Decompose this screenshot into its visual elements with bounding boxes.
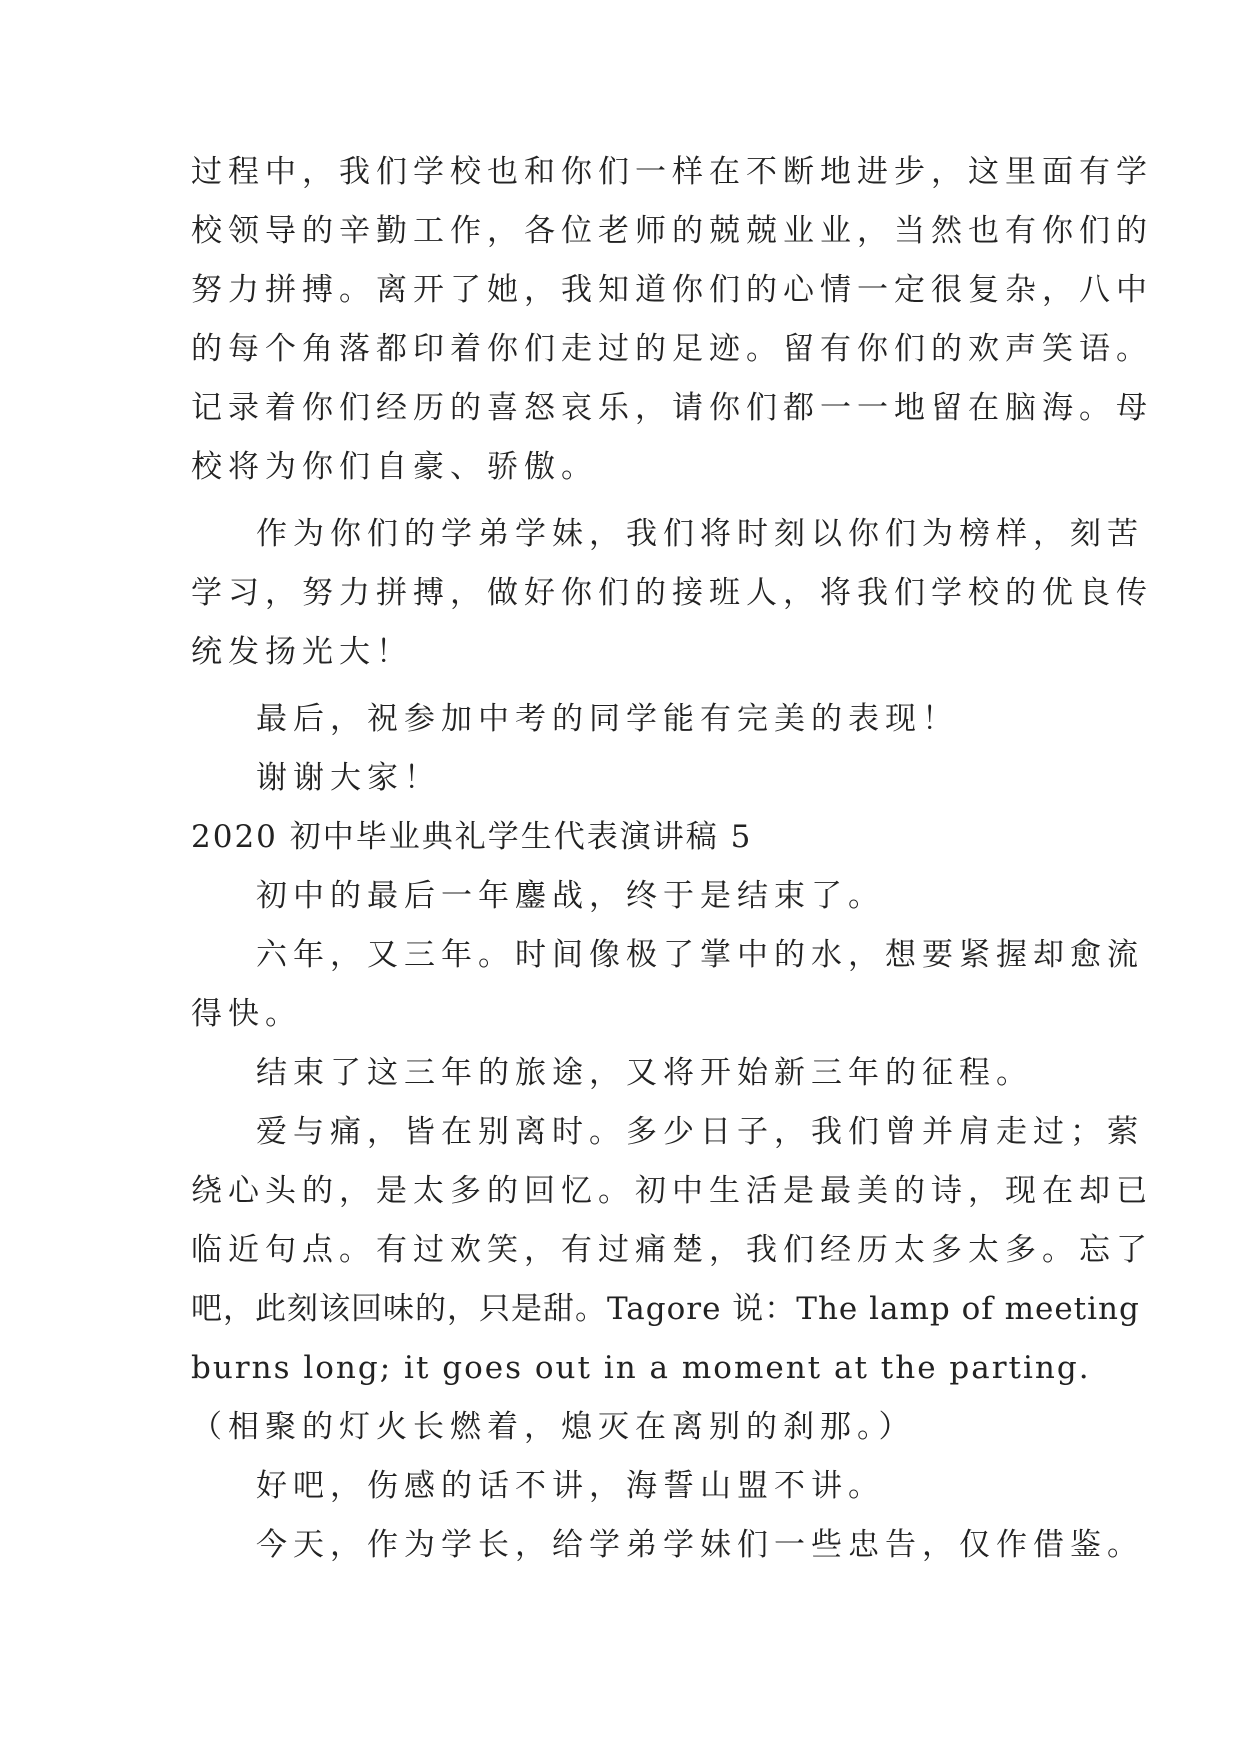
text-line: 学习，努力拼搏，做好你们的接班人，将我们学校的优良传 — [191, 575, 1153, 611]
text-line: 得快。 — [191, 996, 302, 1032]
text-line: 绕心头的，是太多的回忆。初中生活是最美的诗，现在却已 — [191, 1173, 1153, 1209]
section-heading: 2020 初中毕业典礼学生代表演讲稿 5 — [191, 819, 753, 855]
text-line: 吧，此刻该回味的，只是甜。Tagore 说：The lamp of meeting — [191, 1291, 1140, 1327]
text-line: 校领导的辛勤工作，各位老师的兢兢业业，当然也有你们的 — [191, 213, 1153, 249]
text-line: 过程中，我们学校也和你们一样在不断地进步，这里面有学 — [191, 154, 1153, 190]
text-line: 努力拼搏。离开了她，我知道你们的心情一定很复杂，八中 — [191, 272, 1153, 308]
text-line: 的每个角落都印着你们走过的足迹。留有你们的欢声笑语。 — [191, 331, 1153, 367]
text-line: 初中的最后一年鏖战，终于是结束了。 — [256, 878, 885, 914]
text-line: 六年，又三年。时间像极了掌中的水，想要紧握却愈流 — [256, 937, 1144, 973]
text-line: 临近句点。有过欢笑，有过痛楚，我们经历太多太多。忘了 — [191, 1232, 1153, 1268]
text-line: 记录着你们经历的喜怒哀乐，请你们都一一地留在脑海。母 — [191, 390, 1153, 426]
text-line: burns long; it goes out in a moment at the parting. — [191, 1350, 1091, 1386]
text-line: 作为你们的学弟学妹，我们将时刻以你们为榜样，刻苦 — [256, 516, 1144, 552]
text-line: 校将为你们自豪、骄傲。 — [191, 449, 598, 485]
text-line: 最后，祝参加中考的同学能有完美的表现！ — [256, 701, 959, 737]
text-line: 今天，作为学长，给学弟学妹们一些忠告，仅作借鉴。 — [256, 1527, 1144, 1563]
text-line: 好吧，伤感的话不讲，海誓山盟不讲。 — [256, 1468, 885, 1504]
text-line: 统发扬光大！ — [191, 634, 413, 670]
text-line: 爱与痛，皆在别离时。多少日子，我们曾并肩走过；萦 — [256, 1114, 1144, 1150]
text-line: 结束了这三年的旅途，又将开始新三年的征程。 — [256, 1055, 1033, 1091]
text-line: （相聚的灯火长燃着，熄灭在离别的刹那。） — [191, 1409, 916, 1445]
text-line: 谢谢大家！ — [256, 760, 441, 796]
